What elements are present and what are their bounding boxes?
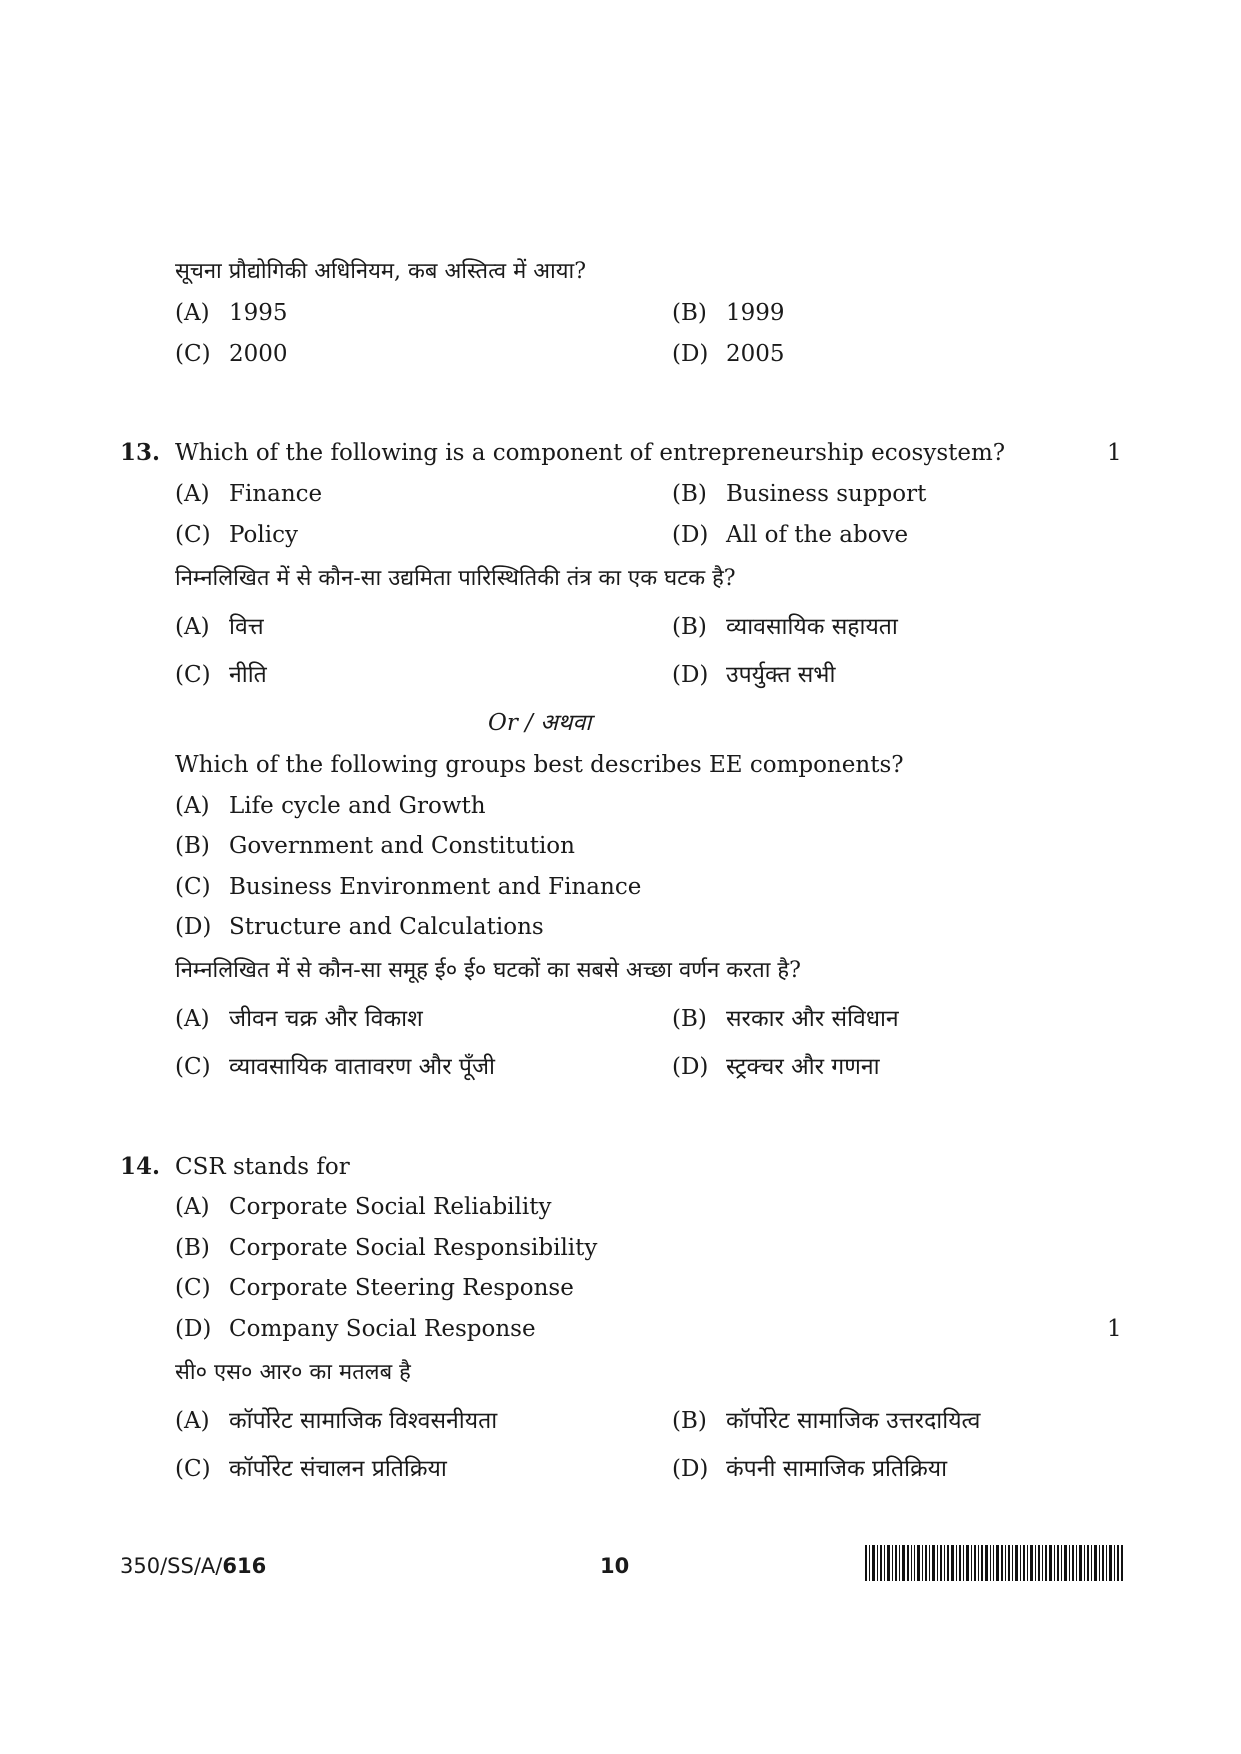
q13-alt-option-d: (D) Structure and Calculations [175,914,544,940]
q13-number: 13. [120,439,161,466]
q13-option-a: (A) Finance [175,481,323,507]
q12-option-d: (D) 2005 [672,341,785,367]
q13-alt-option-b: (B) Government and Constitution [175,833,575,859]
q13-hindi-option-a: (A) वित्त [175,614,264,640]
q14-option-a: (A) Corporate Social Reliability [175,1194,552,1220]
q13-option-b: (B) Business support [672,481,927,507]
q13-question: Which of the following is a component of entrepreneurship ecosystem? [175,440,1006,466]
q12-option-c: (C) 2000 [175,341,288,367]
q12-hindi-question: सूचना प्रौद्योगिकी अधिनियम, कब अस्तित्व में आया? [175,259,587,284]
or-separator: Or / अथवा [488,710,592,736]
q13-alt-hindi-option-b: (B) सरकार और संविधान [672,1006,899,1032]
q13-alt-hindi-option-a: (A) जीवन चक्र और विकाश [175,1006,423,1032]
q13-hindi-question: निम्नलिखित में से कौन-सा उद्यमिता पारिस्थितिकी तंत्र का एक घटक है? [175,566,736,591]
q13-hindi-option-d: (D) उपर्युक्त सभी [672,662,836,688]
barcode-icon [865,1545,1123,1581]
q13-alt-hindi-option-d: (D) स्ट्रक्चर और गणना [672,1054,880,1080]
q14-question: CSR stands for [175,1154,350,1180]
q14-marks: 1 [1107,1316,1122,1342]
q14-option-c: (C) Corporate Steering Response [175,1275,574,1301]
q13-alt-hindi-option-c: (C) व्यावसायिक वातावरण और पूँजी [175,1054,496,1080]
q13-alt-option-a: (A) Life cycle and Growth [175,793,486,819]
q14-hindi-option-d: (D) कंपनी सामाजिक प्रतिक्रिया [672,1456,948,1482]
q14-number: 14. [120,1153,161,1180]
q14-hindi-option-a: (A) कॉर्पोरेट सामाजिक विश्वसनीयता [175,1408,498,1434]
q14-hindi-option-c: (C) कॉर्पोरेट संचालन प्रतिक्रिया [175,1456,447,1482]
q13-alt-option-c: (C) Business Environment and Finance [175,874,642,900]
q14-option-d: (D) Company Social Response [175,1316,536,1342]
q12-option-b: (B) 1999 [672,300,785,326]
q13-alt-hindi-question: निम्नलिखित में से कौन-सा समूह ई० ई० घटकों का सबसे अच्छा वर्णन करता है? [175,958,801,983]
q13-option-c: (C) Policy [175,522,298,548]
paper-code: 350/SS/A/616 [120,1554,267,1578]
q13-hindi-option-c: (C) नीति [175,662,267,688]
q14-hindi-question: सी० एस० आर० का मतलब है [175,1360,411,1385]
q14-hindi-option-b: (B) कॉर्पोरेट सामाजिक उत्तरदायित्व [672,1408,981,1434]
q13-hindi-option-b: (B) व्यावसायिक सहायता [672,614,898,640]
q12-option-a: (A) 1995 [175,300,288,326]
page-number: 10 [600,1554,630,1578]
q13-option-d: (D) All of the above [672,522,909,548]
q13-marks: 1 [1107,440,1122,466]
q13-alt-question: Which of the following groups best describes EE components? [175,752,904,778]
q14-option-b: (B) Corporate Social Responsibility [175,1235,598,1261]
